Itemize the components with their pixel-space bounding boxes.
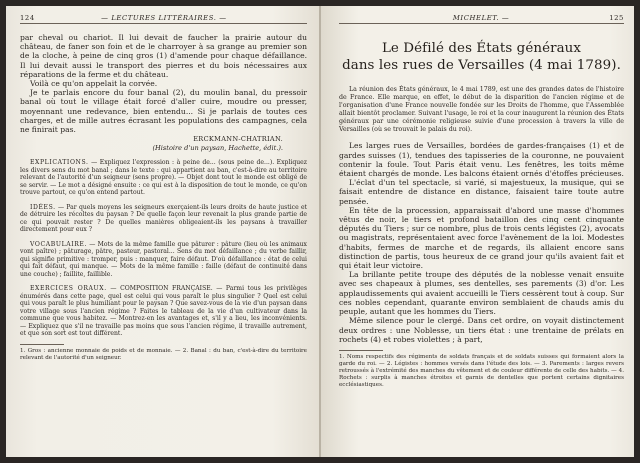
author-name: ERCKMANN-CHATRIAN. <box>193 135 283 144</box>
running-header-left: 124 — LECTURES LITTÉRAIRES. — <box>20 14 307 24</box>
footnote-rule <box>20 344 64 345</box>
passage-text-right <box>339 141 624 343</box>
left-page <box>6 6 319 457</box>
book-spread <box>6 6 634 457</box>
paragraph: par cheval ou chariot. Il lui devait de faucher la prairie autour du château, de faner son foin et de le charroyer à sa grange au premier son de la cloche, à peine de cinq gros (1) d'amende pour chaque défaillance. Il lui devait aussi le transport des pierres et du bois nécessaires aux réparations de la ferme et du château. <box>20 33 307 79</box>
chapter-title-line1: Le Défilé des États généraux <box>381 41 582 56</box>
paragraph: Voilà ce qu'on appelait la corvée. <box>30 79 158 89</box>
footnotes-right: 1. Noms respectifs des régiments de soldats français et de soldats suisses qui formaient alors la garde du roi. — 2. Légistes : hommes versés dans l'étude des lois. — 3. Parements : larges revers retroussés à l'extrémité des manches du vêtement et de couleur différente de celle des habits. — 4. Rochets : surplis à manches étroites et garnis de dentelles que portent certains dignitaires ecclésiastiques. <box>339 353 624 388</box>
page-number-left: 124 <box>20 14 35 22</box>
source-citation: (Histoire d'un paysan, Hachette, édit.). <box>152 143 283 152</box>
chapter-title <box>339 40 624 74</box>
exercise-explications: EXPLICATIONS. — Expliquez l'expression : à peine de... (sous peine de...). Expliquez les divers sens du mot banal ; dans le texte : qui appartient au ban, c'est-à-dire au territoire relevant de l'autorité d'un seigneur (sens propre). — Objet dont tout le monde est obligé de se servir. — Le mot a désigné ensuite : ce qui est à la disposition de tout le monde, ce qu'on trouve partout, ce qu'on entend partout. <box>20 159 307 197</box>
passage-text-left <box>20 33 307 134</box>
exercise-oraux: EXERCICES ORAUX. — COMPOSITION FRANÇAISE. — Parmi tous les privilèges énumérés dans cette page, quel est celui qui vous paraît le plus singulier ? Quel est celui qui vous paraît le plus humiliant pour le paysan ? Que savez-vous de la vie d'un paysan dans votre village sous l'ancien régime ? Faites le tableau de la vie d'un cultivateur dans la commune que vous habitez. — Montrez-en les avantages et, s'il y a lieu, les inconvénients. — Expliquez que s'il ne travaille pas moins que sous l'ancien régime, il travaille autrement, et que son sort est tout différent. <box>20 285 308 338</box>
exercise-idees: IDÉES. — Par quels moyens les seigneurs exerçaient-ils leurs droits de haute justice et de détruire les récoltes du paysan ? De quelle façon leur revenait la plus grande partie de ce qui pouvait rester ? De quelles manières obligeaient-ils les paysans à travailler directement pour eux ? <box>20 203 307 234</box>
running-title-right: MICHELET. <box>452 14 500 22</box>
right-page <box>321 6 634 457</box>
exercises <box>20 159 307 338</box>
chapter-title-line2: dans les rues de Versailles (4 mai 1789). <box>342 58 621 73</box>
running-title-left: LECTURES LITTÉRAIRES. <box>111 14 217 22</box>
paragraph: Même silence pour le clergé. Dans cet ordre, on voyait distinctement deux ordres : une Noblesse, un tiers état : une trentaine de prélats en rochets (4) et robes violettes ; à part, <box>339 316 624 344</box>
page-number-right: 125 <box>609 14 624 22</box>
footnotes-left: 1. Gros : ancienne monnaie de poids et de monnaie. — 2. Banal : du ban, c'est-à-dire du territoire relevant de l'autorité d'un seigneur. <box>20 347 307 361</box>
signature <box>20 135 307 152</box>
running-header-right: MICHELET. — 125 <box>339 14 624 24</box>
paragraph: En tête de la procession, apparaissait d'abord une masse d'hommes vêtus de noir, le tiers et profond bataillon des cinq cent cinquante députés du Tiers ; sur ce nombre, plus de trois cents légistes (2), avocats ou magistrats, représentaient avec force l'avènement de la loi. Modestes d'habits, fermes de marche et de regards, ils allaient encore sans distinction de partis, tous heureux de ce grand jour qu'ils avaient fait et qui était leur victoire. <box>339 205 624 271</box>
paragraph: L'éclat d'un tel spectacle, si varié, si majestueux, la musique, qui se faisait entendre de distance en distance, faisaient taire toute autre pensée. <box>339 178 624 206</box>
paragraph: Je te parlais encore du four banal (2), du moulin banal, du pressoir banal où tout le village était forcé d'aller cuire, moudre ou presser, moyennant une redevance, bien entendu... Si je parlais de toutes ces charges, et de mille autres écrasant les populations des campagnes, cela ne finirait pas. <box>20 88 307 135</box>
paragraph: La brillante petite troupe des députés de la noblesse venait ensuite avec ses chapeaux à plumes, ses dentelles, ses parements (3) d'or. Les applaudissements qui avaient accueilli le Tiers cessèrent tout à coup. Sur ces nobles cependant, quarante environ semblaient de chauds amis du peuple, autant que les hommes du Tiers. <box>339 270 624 317</box>
exercise-vocabulaire: VOCABULAIRE. — Mots de la même famille que pâturer : pâture (lieu où les animaux vont paître) ; pâturage, pâtre, pasteur, pastoral... Sens du mot défaillance ; du verbe faillir, qui signifie primitive : tromper, puis : manquer, faire défaut. D'où défaillance : état de celui qui fait défaut, qui manque. — Mots de la même famille : faille (défaut de continuité dans une couche) ; faillite, faillible. <box>20 240 307 278</box>
chapter-intro: La réunion des États généraux, le 4 mai 1789, est une des grandes dates de l'histoire de France. Elle marque, en effet, le début de la disparition de l'ancien régime et de l'organisation d'une France nouvelle fondée sur les Droits de l'homme, que l'Assemblée allait bientôt proclamer. Suivant l'usage, le roi et la cour inaugurent la réunion des États généraux par une cérémonie religieuse suivie d'une procession à travers la ville de Versailles (où se trouvait le palais du roi). <box>339 86 624 133</box>
footnote-rule <box>339 350 383 351</box>
paragraph: Les larges rues de Versailles, bordées de gardes-françaises (1) et de gardes suisses (1), tendues des tapisseries de la couronne, ne pouvaient contenir la foule. Tout Paris était venu. Les fenêtres, les toits même étaient chargés de monde. Les balcons étaient ornés d'étoffes précieuses. <box>339 141 624 179</box>
